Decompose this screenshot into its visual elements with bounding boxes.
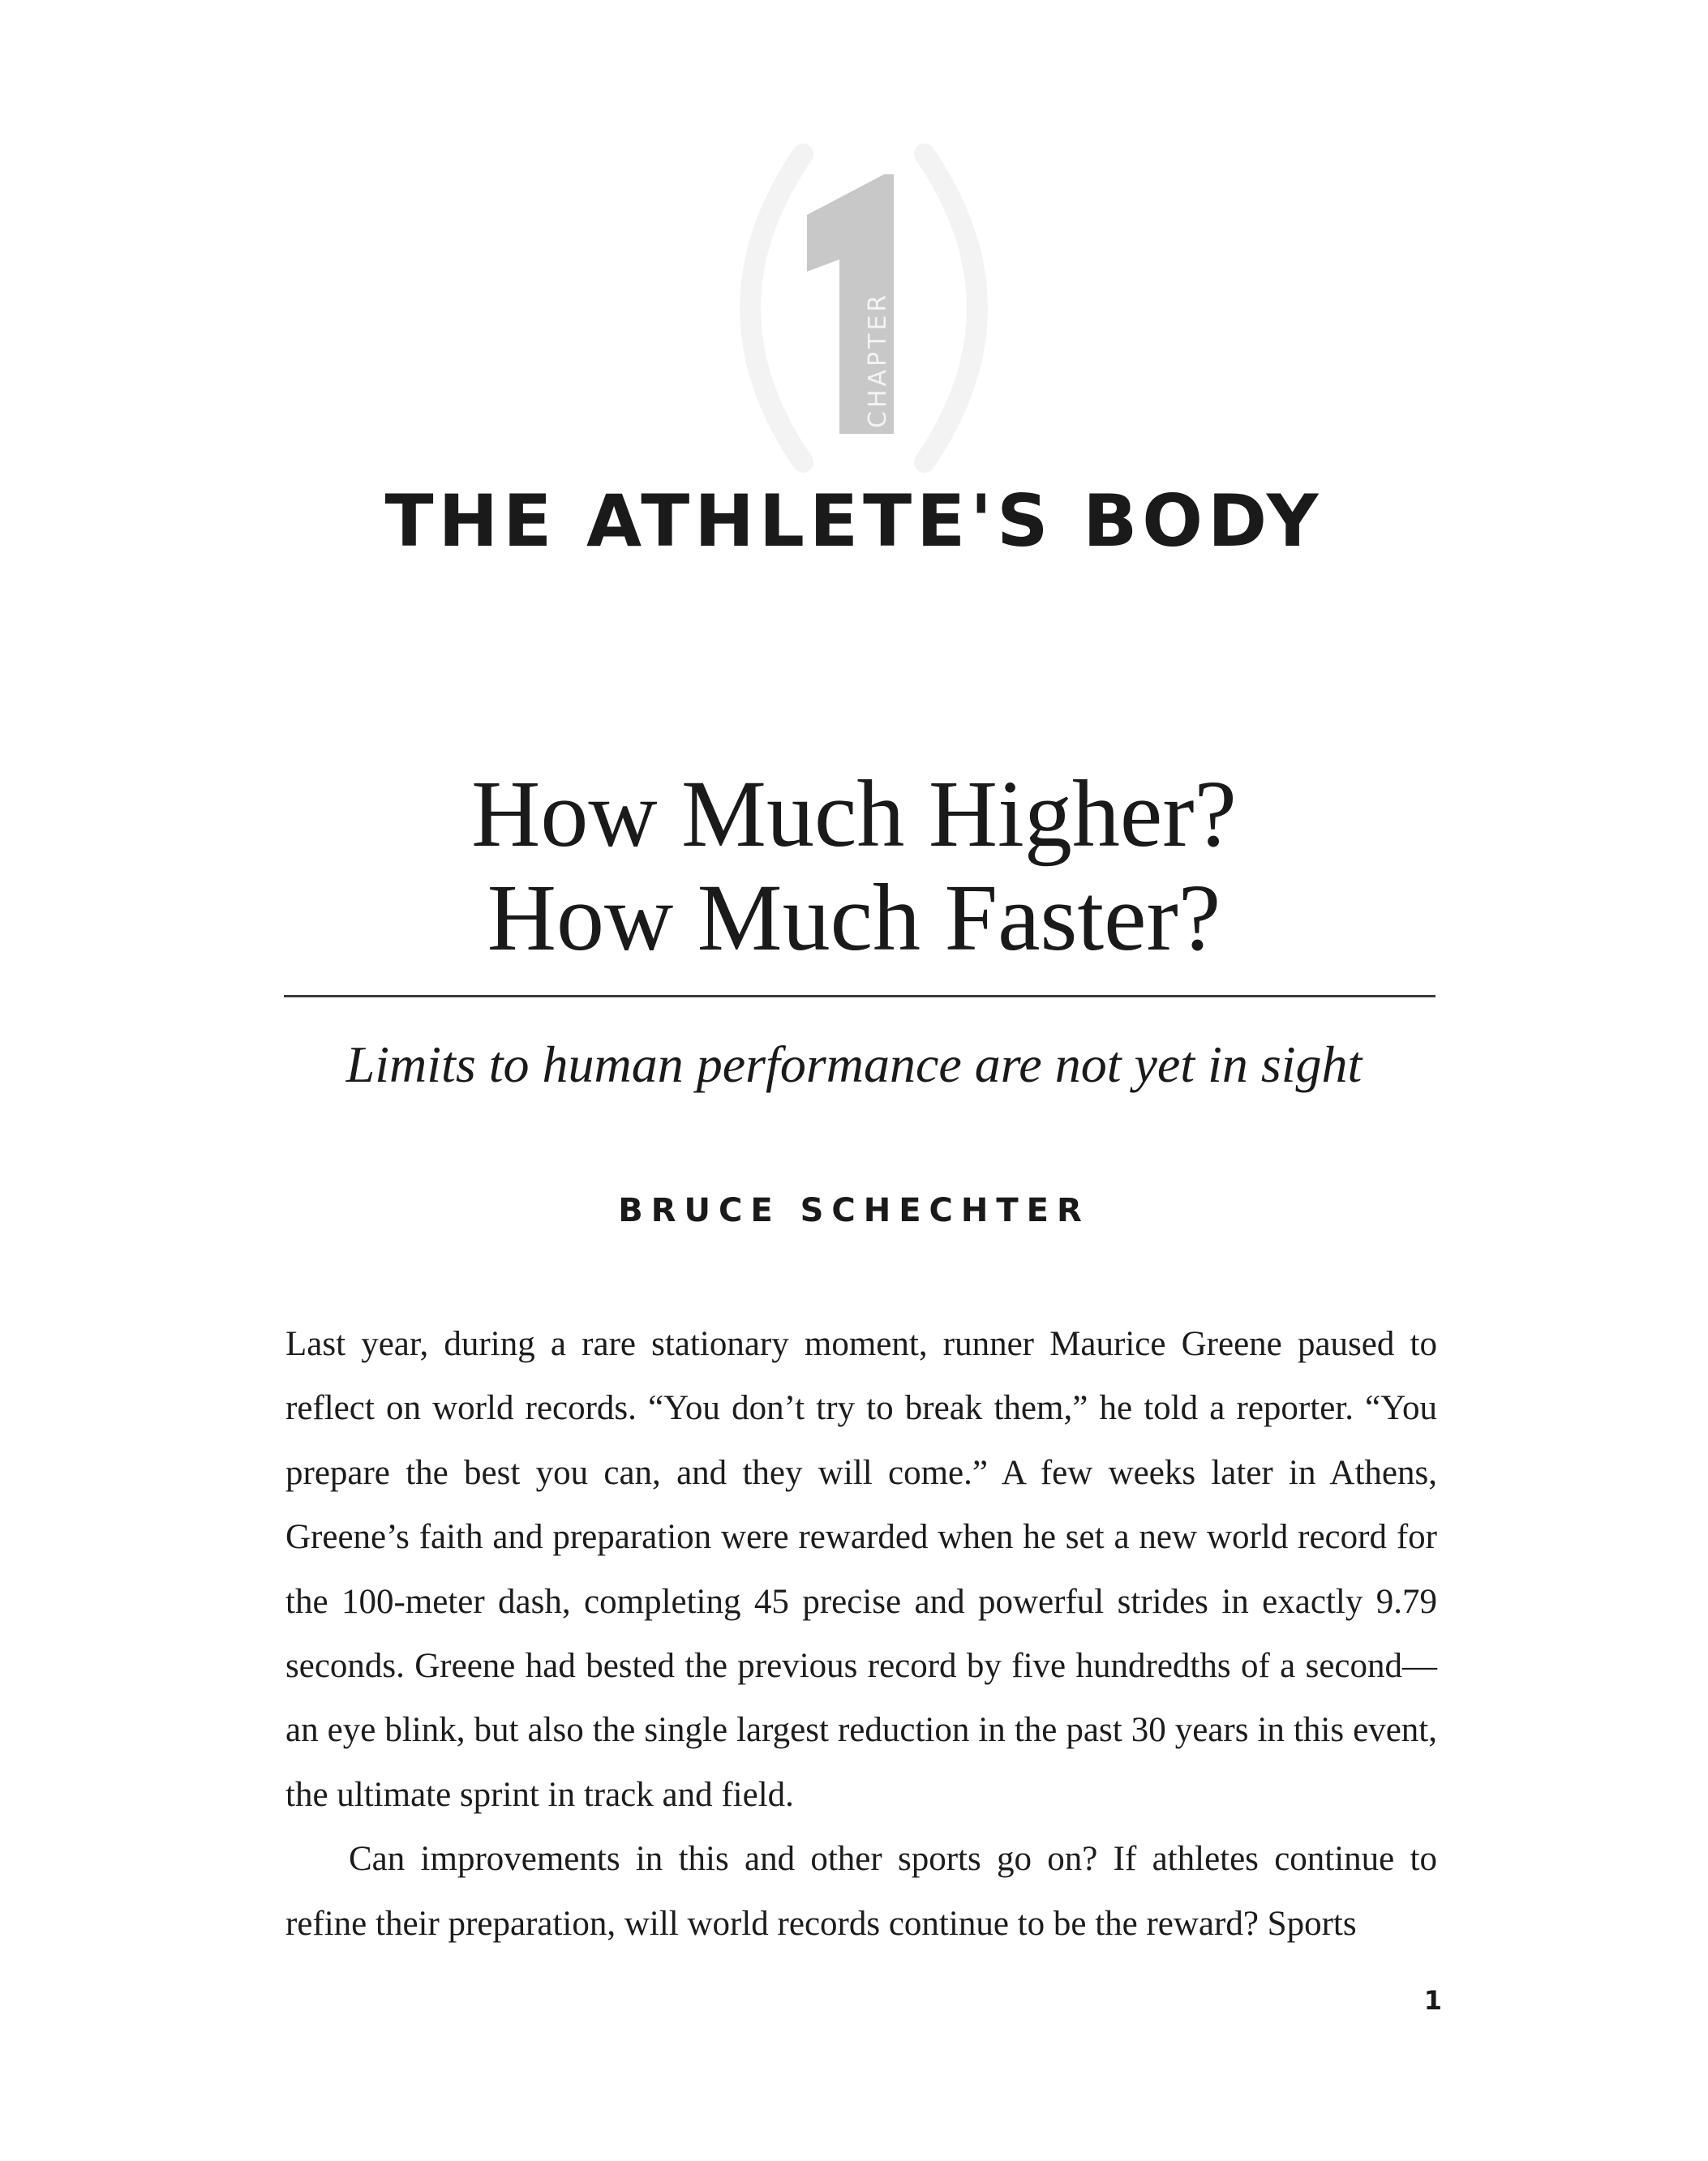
body-paragraph-2: Can improvements in this and other sports go on? If athletes continue to refine their preparation, will world records continue to be the reward? Sports [285,1840,1437,1943]
article-title-line-1: How Much Higher? [471,761,1237,867]
article-author: BRUCE SCHECHTER [618,1192,1090,1229]
title-divider [284,995,1435,997]
chapter-number-graphic [681,138,1038,478]
section-title: THE ATHLETE'S BODY [384,479,1324,563]
chapter-word: CHAPTER [864,291,892,428]
article-body [285,1312,1437,1956]
article-title [0,762,1708,970]
article-title-line-2: How Much Faster? [487,864,1221,971]
body-paragraph-1: Last year, during a rare stationary moment, runner Maurice Greene paused to reflect on world records. “You don’t try to break them,” he told a reporter. “You prepare the best you can, and they will come.” A few weeks later in Athens, Greene’s faith and preparation were rewarded when he set a new world record for the 100-meter dash, completing 45 precise and powerful strides in exactly 9.79 seconds. Greene had bested the previous record by five hundredths of a second—an eye blink, but also the single largest reduction in the past 30 years in this event, the ultimate sprint in track and field. [285,1325,1437,1814]
article-subtitle: Limits to human performance are not yet in sight [345,1035,1363,1093]
page-number: 1 [1423,1985,1442,2016]
